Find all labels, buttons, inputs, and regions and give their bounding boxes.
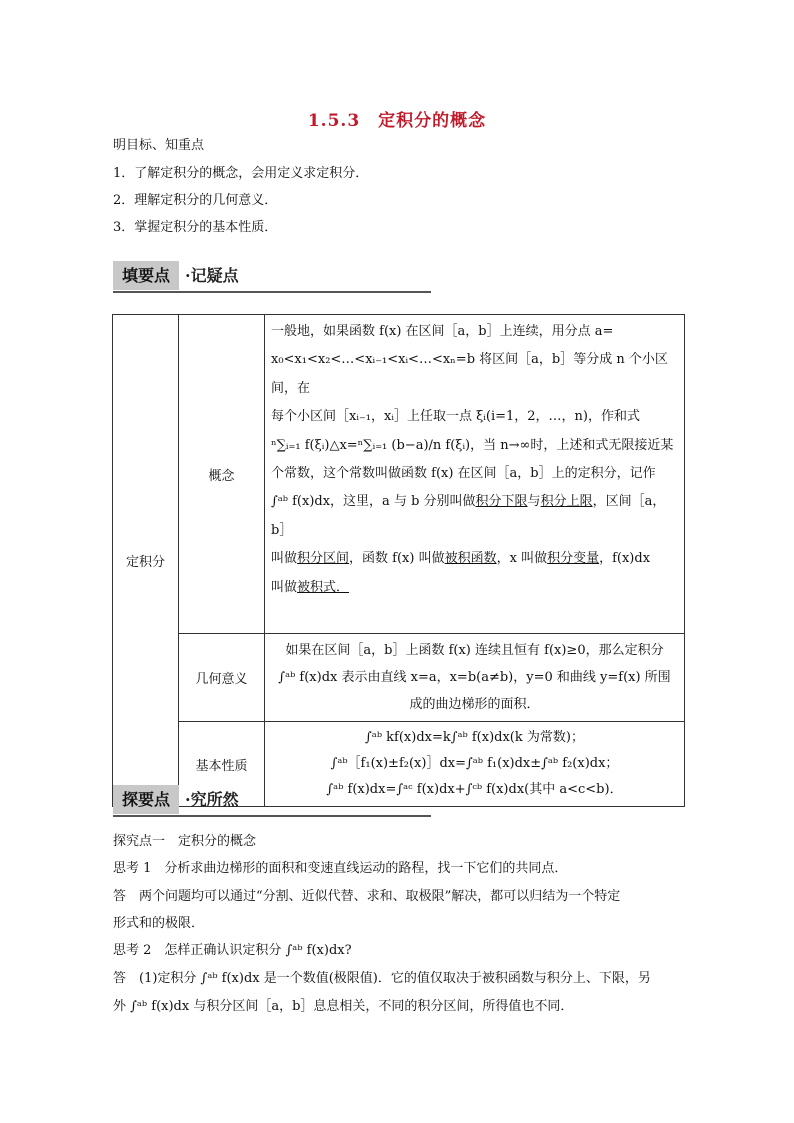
row-header-definite-integral: 定积分 [113,315,179,807]
label-concept: 概念 [179,315,265,634]
properties-content: ∫ᵃᵇ kf(x)dx=k∫ᵃᵇ f(x)dx(k 为常数)； ∫ᵃᵇ［f₁(x)±f₂(x)］dx=∫ᵃᵇ f₁(x)dx±∫ᵃᵇ f₂(x)dx； ∫ᵃᵇ f(x)dx=∫ᵃᶜ f(x)dx+∫ᶜᵇ f(x)dx(其中 a<c<b)． [265,722,685,807]
section-tag: 填要点 [113,261,179,290]
section-rule [113,291,431,293]
think-question: 思考 2 怎样正确认识定积分 ∫ᵃᵇ f(x)dx? [113,943,352,958]
section-subtitle: ·记疑点 [185,266,239,285]
definition-table [112,314,685,807]
term-lower-limit: 积分下限 [475,494,528,510]
section-tag: 探要点 [113,785,179,814]
goal-item: 1．了解定积分的概念，会用定义求定积分． [113,166,369,181]
section-subtitle: ·究所然 [185,790,239,809]
page-title: 1.5.3 定积分的概念 [307,111,487,131]
answer-text: 形式和的极限． [113,916,205,931]
goal-item: 2．理解定积分的几何意义． [113,193,278,208]
concept-content: 一般地，如果函数 f(x) 在区间［a，b］上连续，用分点 a= x₀<x₁<x₂<…<xᵢ₋₁<xᵢ<…<xₙ=b 将区间［a，b］等分成 n 个小区间，在 每个小区间［xᵢ₋₁，xᵢ］上任取一点 ξᵢ(i=1，2，…，n)，作和式 ⁿ∑ᵢ₌₁ f(ξᵢ)△x=ⁿ∑ᵢ₌₁ (b−a)/n f(ξᵢ)，当 n→∞时，上述和式无限接近某 个常数，这个常数叫做函数 f(x) 在区间［a，b］上的定积分，记作 ∫ᵃᵇ f(x)dx，这里，a 与 b 分别叫做积分下限与积分上限，区间［a，b］ 叫做积分区间，函数 f(x) 叫做被积函数，x 叫做积分变量，f(x)dx 叫做被积式． [265,315,685,634]
answer-text: 外 ∫ᵃᵇ f(x)dx 与积分区间［a，b］息息相关，不同的积分区间，所得值也不同． [113,999,574,1014]
think-question: 思考 1 分析求曲边梯形的面积和变速直线运动的路程，找一下它们的共同点． [113,861,568,876]
answer-text: 答 (1)定积分 ∫ᵃᵇ f(x)dx 是一个数值(极限值)．它的值仅取决于被积函数与积分上、下限，另 [113,971,651,986]
section-header-fill-points [113,261,431,293]
term-integral-expression: 被积式． [297,579,350,595]
label-properties: 基本性质 [179,722,265,807]
goals-heading: 明目标、知重点 [113,138,205,153]
term-upper-limit: 积分上限 [540,494,593,510]
term-integrand: 被积函数 [444,551,497,567]
answer-text: 答 两个问题均可以通过“分割、近似代替、求和、取极限”解决，都可以归结为一个特定 [113,889,621,904]
goal-item: 3．掌握定积分的基本性质． [113,220,278,235]
section-rule [113,815,431,817]
geometry-content: 如果在区间［a，b］上函数 f(x) 连续且恒有 f(x)≥0，那么定积分 ∫ᵃᵇ f(x)dx 表示由直线 x=a，x=b(a≠b)，y=0 和曲线 y=f(x) 所围 成的曲边梯形的面积． [265,634,685,722]
label-geometry: 几何意义 [179,634,265,722]
term-interval: 积分区间 [297,551,350,567]
term-variable: 积分变量 [547,551,600,567]
explore-point-heading: 探究点一 定积分的概念 [113,834,257,849]
section-header-explore [113,785,431,817]
